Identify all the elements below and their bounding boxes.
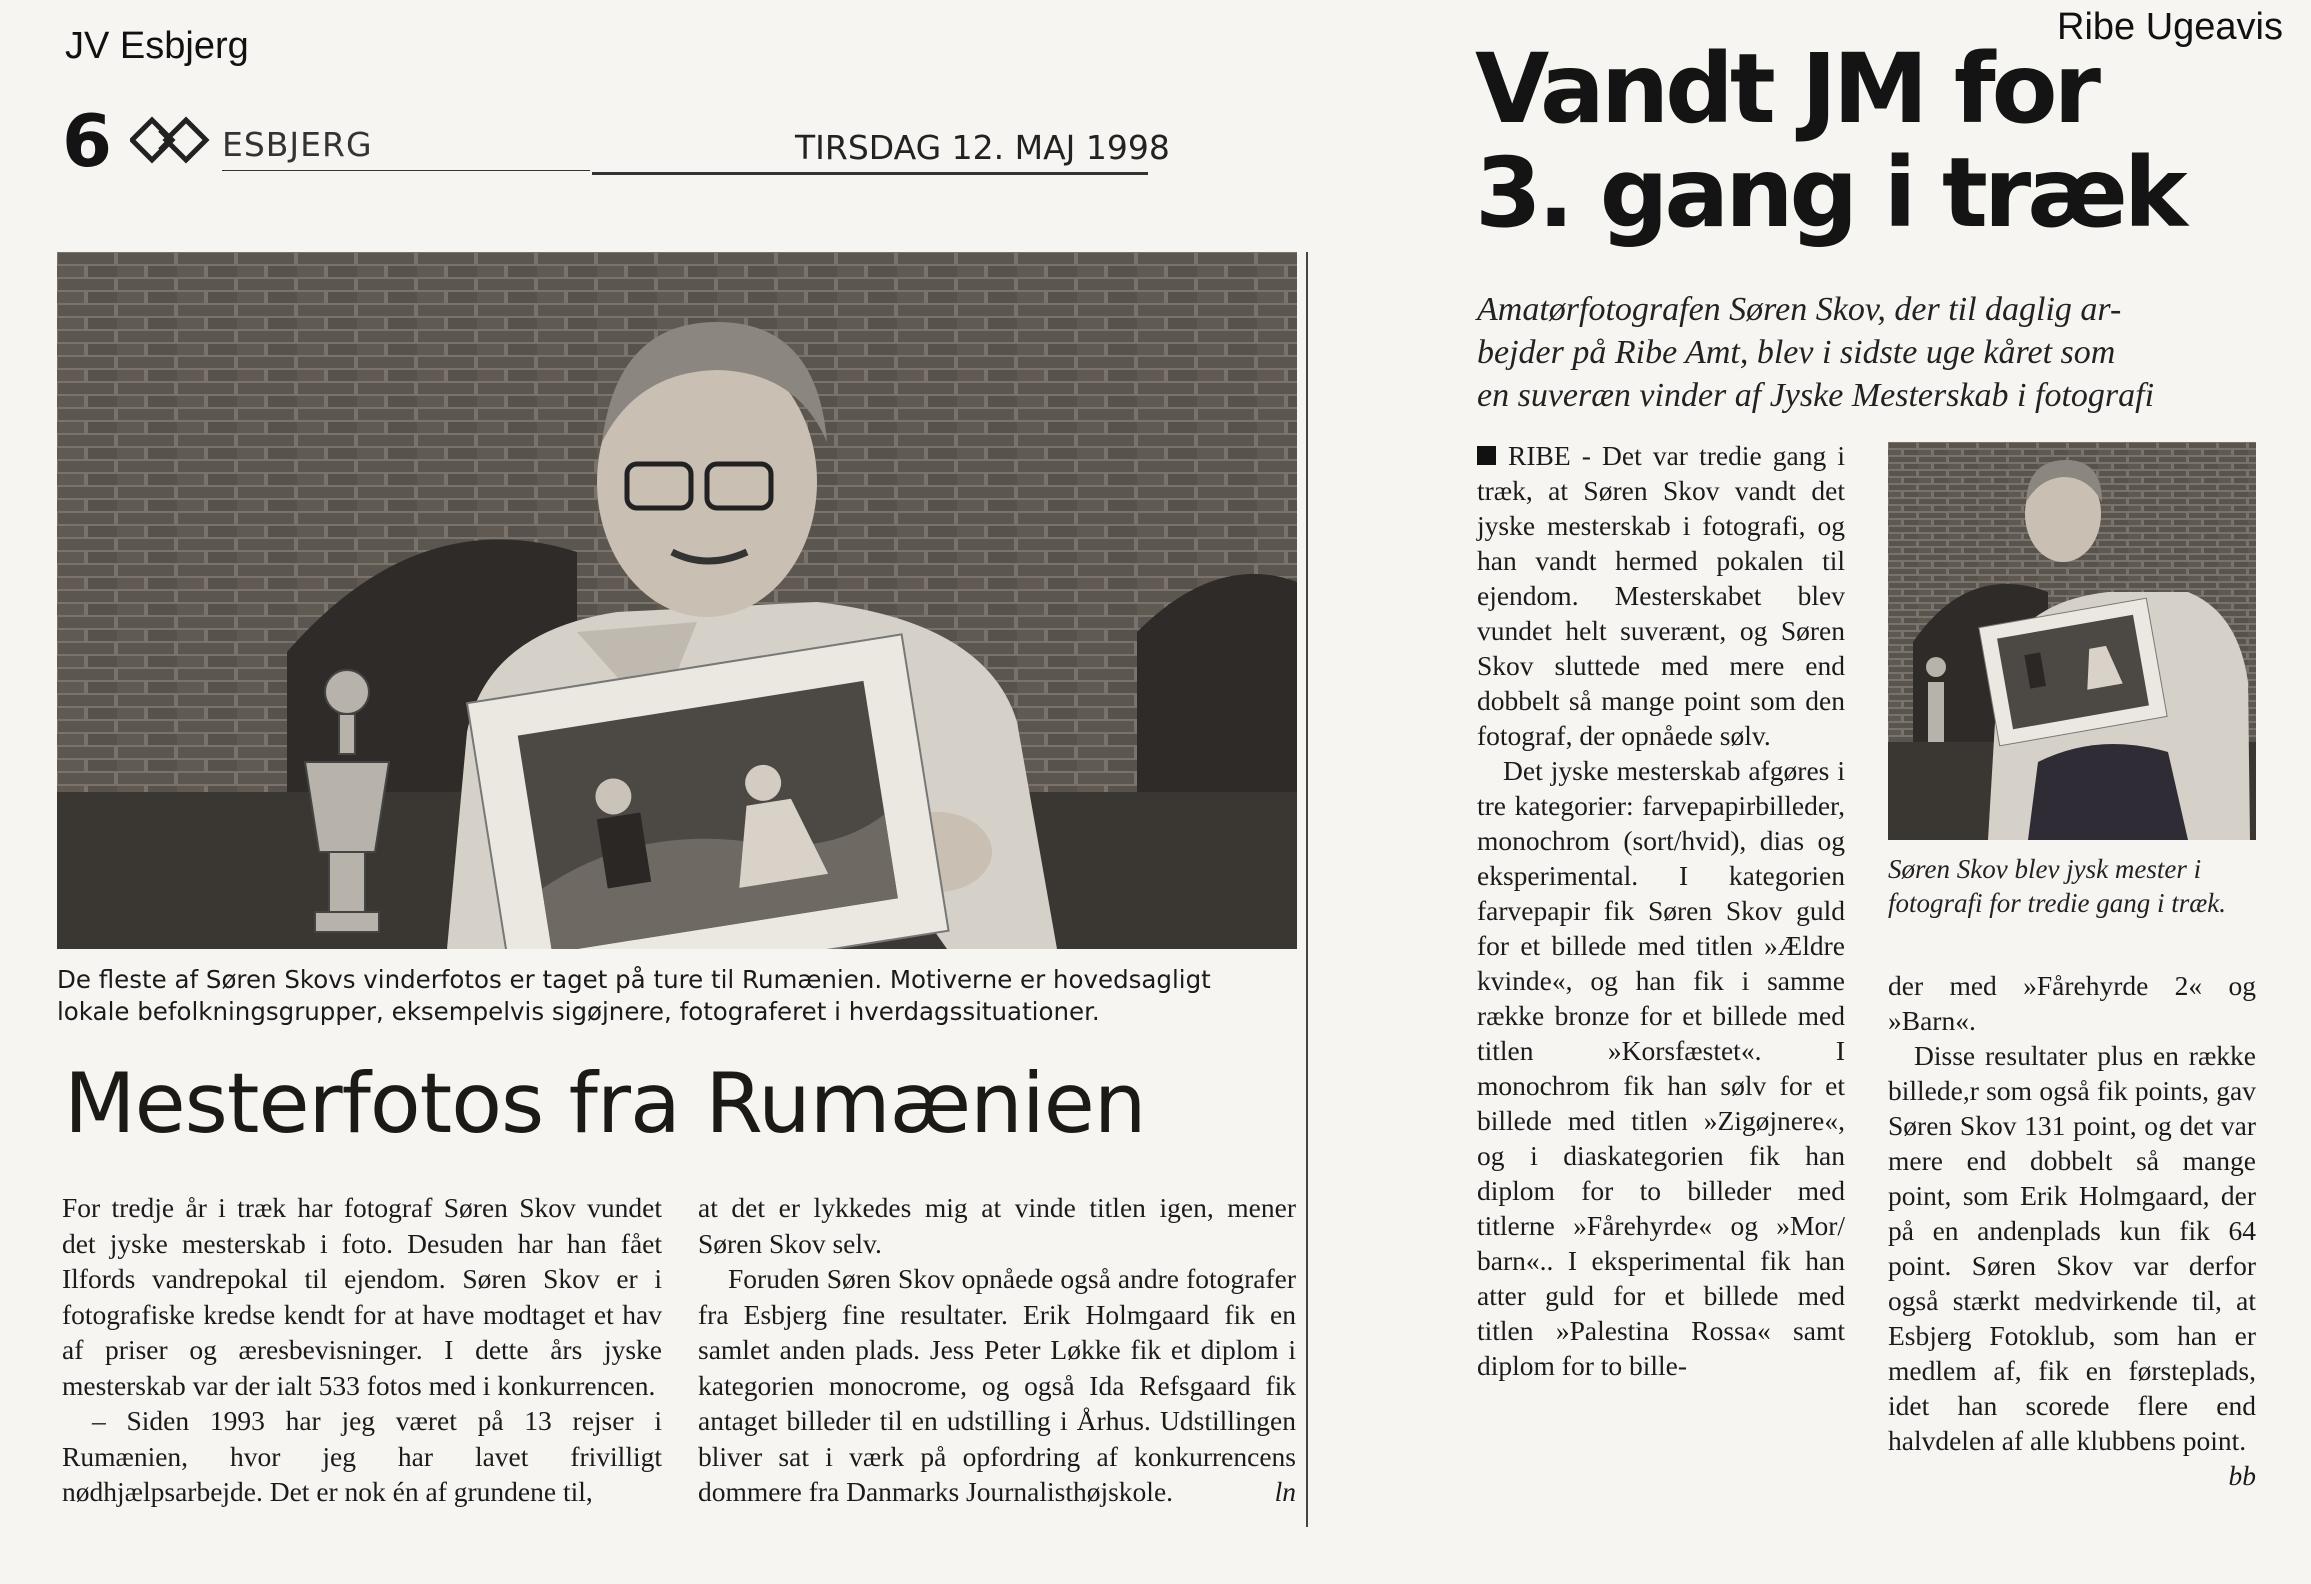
left-article-column-2 <box>698 1190 1296 1510</box>
bullet-square-icon <box>1477 446 1496 465</box>
standfirst-line: en suveræn vinder af Jyske Mesterskab i fotografi <box>1477 377 2155 414</box>
paragraph-text: Disse resultater plus en række billede,r som også fik points, gav Søren Skov 131 point, og det var mere end dobbelt så mange point, som Erik Holmgaard, der på en andenplads kun fik 64 point. Søren Skov var derfor også stærkt medvirkende til, at Esbjerg Fotoklub, som han er medlem af, fik en førsteplads, idet han scorede flere end halvdelen af alle klubbens point. <box>1888 1040 2256 1456</box>
section-label: ESBJERG <box>222 125 373 164</box>
right-photo-caption: Søren Skov blev jysk mester i fotografi for tredie gang i træk. <box>1888 854 2227 918</box>
header-rule-right <box>592 172 1148 175</box>
right-headline-line: 3. gang i træk <box>1475 136 2184 249</box>
right-article-column-1 <box>1477 438 1845 1383</box>
column-rule <box>1306 252 1308 1527</box>
paragraph <box>698 1261 1296 1510</box>
paragraph: Det jyske mesterskab afgøres i tre kategorier: farvepapirbilleder, monochrom (sort/hvid), dias og eksperimental. I kategorien farvepapir fik Søren Skov guld for et billede med titlen »Ældre kvinde«, og han fik i samme række bronze for et billede med titlen »Korsfæstet«. I monochrom fik han sølv for et billede med titlen »Zigøjnere«, og i diaskategorien fik han diplom for to billeder med titlerne »Fårehyrde« og »Mor/ barn«.. I eksperimental fik han atter guld for et billede med titlen »Palestina Rossa« samt diplom for to bille- <box>1477 755 1845 1381</box>
left-source-label: JV Esbjerg <box>65 25 249 67</box>
left-headline: Mesterfotos fra Rumænien <box>64 1055 1146 1152</box>
left-article-column-1 <box>62 1190 662 1510</box>
photo-caption <box>57 964 1297 1028</box>
standfirst <box>1477 288 2267 417</box>
paragraph-text: RIBE - Det var tredie gang i træk, at Søren Skov vandt det jyske mesterskab i fotografi, og han vandt hermed pokalen til ejendom. Mesterskabet blev vundet helt suverænt, og Søren Skov sluttede med mere end dobbelt så mange point som den fotograf, der opnåede sølv. <box>1477 440 1845 751</box>
author-signature: bb <box>2228 1460 2256 1491</box>
paragraph: der med »Fårehyrde 2« og »Barn«. <box>1888 970 2256 1036</box>
standfirst-line: bejder på Ribe Amt, blev i sidste uge kåret som <box>1477 334 2116 371</box>
right-headline <box>1475 33 2275 249</box>
paragraph: at det er lykkedes mig at vinde titlen igen, mener Søren Skov selv. <box>698 1192 1296 1259</box>
main-photo <box>57 252 1297 949</box>
newspaper-logo-icon <box>130 112 210 168</box>
paragraph: – Siden 1993 har jeg været på 13 rejser i Rumænien, hvor jeg har lavet frivilligt nødhjælpsarbejde. Det er nok én af grundene til, <box>62 1405 662 1507</box>
right-photo <box>1888 442 2256 840</box>
paragraph-text: Foruden Søren Skov opnåede også andre fotografer fra Esbjerg fine resultater. Erik Holmgaard fik en samlet anden plads. Jess Peter Løkke fik et diplom i kategorien monocrome, og også Ida Refsgaard fik antaget billeder til en udstilling i Århus. Udstillingen bliver sat i værk på opfordring af konkurrencens dommere fra Danmarks Journalisthøjskole. <box>698 1263 1296 1507</box>
standfirst-line: Amatørfotografen Søren Skov, der til daglig ar- <box>1477 291 2122 328</box>
right-source-label: Ribe Ugeavis <box>2057 6 2283 48</box>
paragraph <box>1477 438 1845 753</box>
photo-caption-line: lokale befolkningsgrupper, eksempelvis sigøjnere, fotograferet i hverdagssituationer. <box>57 997 1100 1026</box>
date-line: TIRSDAG 12. MAJ 1998 <box>795 128 1170 167</box>
page-number: 6 <box>62 99 113 183</box>
author-signature: ln <box>1274 1476 1296 1507</box>
paragraph: For tredje år i træk har fotograf Søren Skov vundet det jyske mesterskab i foto. Desuden har han fået Ilfords vandrepokal til ejendom. Søren Skov er i fotografiske kredse kendt for at have modtaget et hav af priser og æresbevisninger. I dette års jyske mesterskab var der ialt 533 fotos med i konkurrencen. <box>62 1192 662 1401</box>
right-headline-line: Vandt JM for <box>1475 33 2097 145</box>
photo-caption-line: De fleste af Søren Skovs vinderfotos er taget på ture til Rumænien. Motiverne er hovedsagligt <box>57 965 1211 994</box>
paragraph <box>1888 1038 2256 1491</box>
header-rule-left <box>222 170 590 171</box>
right-article-column-2 <box>1888 968 2256 1493</box>
